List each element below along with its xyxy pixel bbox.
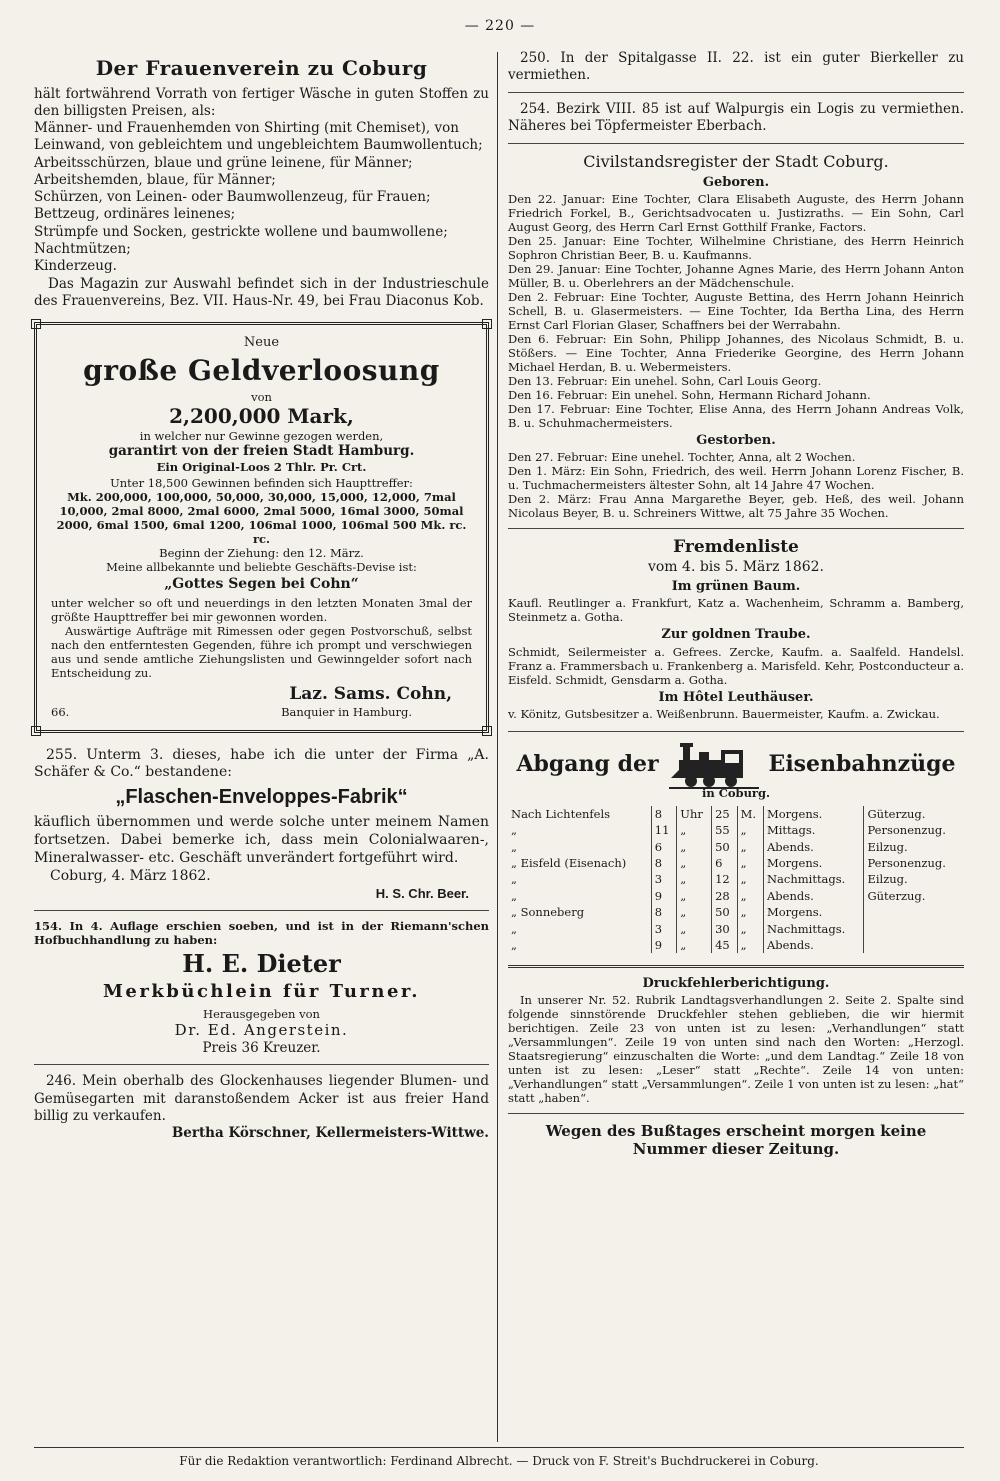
rail-cell: 6: [651, 839, 676, 855]
lottery-amount: 2,200,000 Mark,: [169, 404, 354, 429]
fremden-hotel-2: Zur goldnen Traube.: [661, 627, 811, 643]
lottery-line1: in welcher nur Gewinne gezogen werden,: [139, 429, 384, 444]
frauenverein-title: Der Frauenverein zu Coburg: [95, 56, 428, 80]
schaefer-firm-title: „Flaschen-Enveloppes-Fabrik“: [115, 786, 408, 809]
rail-table: [508, 806, 964, 953]
rail-row: [508, 888, 964, 904]
rail-cell: 8: [651, 806, 676, 822]
frauenverein-item: Arbeitsschürzen, blaue und grüne leinene, für Männer;: [34, 154, 413, 171]
rail-cell: Personenzug.: [867, 823, 946, 838]
lottery-signature: Laz. Sams. Cohn,: [289, 683, 452, 704]
schaefer-text1: 255. Unterm 3. dieses, habe ich die unter der Firma „A. Schäfer & Co.“ bestandene:: [34, 746, 489, 781]
rail-row: [508, 921, 964, 937]
divider: [508, 143, 964, 144]
bustag-notice: Wegen des Bußtages erscheint morgen keine Nummer dieser Zeitung.: [545, 1121, 927, 1159]
box-corner: [31, 726, 41, 736]
rail-cell: [864, 937, 964, 953]
dieter-intro: 154. In 4. Auflage erschien soeben, und ist in der Riemann'schen Hofbuchhandlung zu haben:: [34, 919, 489, 948]
rail-cell: Güterzug.: [867, 806, 926, 821]
lottery-neue: Neue: [243, 335, 280, 351]
frauenverein-item: Arbeitshemden, blaue, für Männer;: [34, 171, 276, 188]
rail-cell: „: [508, 839, 651, 855]
civil-born-entry: Den 16. Februar: Ein unehel. Sohn, Hermann Richard Johann.: [508, 387, 871, 402]
rail-cell: „: [677, 904, 712, 920]
rail-cell: „: [677, 839, 712, 855]
lottery-von: von: [251, 390, 272, 405]
rail-cell: 8: [651, 904, 676, 920]
rail-cell: 30: [712, 921, 737, 937]
rail-cell: 50: [712, 904, 737, 920]
column-divider: [497, 52, 498, 1442]
box-corner: [482, 319, 492, 329]
schaefer-signature: H. S. Chr. Beer.: [375, 885, 469, 901]
rail-cell: 25: [712, 806, 737, 822]
rail-cell: Morgens.: [763, 855, 863, 871]
rail-cell: 28: [712, 888, 737, 904]
civil-died-entry: Den 27. Februar: Eine unehel. Tochter, Anna, alt 2 Wochen.: [508, 450, 856, 465]
rail-cell: „: [737, 871, 763, 887]
rail-cell: Morgens.: [763, 806, 863, 822]
civil-born-entry: Den 2. Februar: Eine Tochter, Auguste Bettina, des Herrn Johann Heinrich Schell, B. u. Glasermeisters. — Eine Tochter, Ida Bertha Lina, des Herrn Ernst Carl Florian Glaser, Schaffners bei der Werrabahn.: [508, 289, 964, 332]
fremden-guests-2: Schmidt, Seilermeister a. Gefrees. Zercke, Kaufm. a. Saalfeld. Handelsl. Franz a. Frammersbach u. Frankenberg a. Marisfeld. Kehr, Postconducteur a. Eisfeld. Schmidt, Gensdarm a. Gotha.: [508, 644, 964, 687]
lottery-motto: „Gottes Segen bei Cohn“: [164, 576, 359, 593]
civil-died-head: Gestorben.: [696, 433, 776, 449]
box-corner: [31, 319, 41, 329]
rail-cell: „ Eisfeld (Eisenach): [508, 855, 651, 871]
rail-cell: Personenzug.: [867, 856, 946, 871]
frauenverein-intro: hält fortwährend Vorrath von fertiger Wäsche in guten Stoffen zu den billigsten Preisen, als:: [34, 85, 489, 119]
frauenverein-item: Strümpfe und Socken, gestrickte wollene und baumwollene;: [34, 223, 448, 240]
rail-cell: 3: [651, 921, 676, 937]
fremden-dates: vom 4. bis 5. März 1862.: [647, 558, 825, 575]
rail-cell: „ Sonneberg: [508, 904, 651, 920]
rail-cell: „: [508, 888, 651, 904]
dieter-price: Preis 36 Kreuzer.: [202, 1039, 321, 1056]
frauenverein-item: Männer- und Frauenhemden von Shirting (mit Chemiset), von Leinwand, von gebleichtem und ungebleichtem Baumwollentuch;: [34, 120, 483, 154]
divider: [508, 92, 964, 93]
rail-cell: „: [677, 855, 712, 871]
lottery-footer-row: [51, 705, 472, 719]
fremden-title: Fremdenliste: [673, 537, 799, 558]
rail-subtitle: in Coburg.: [701, 785, 771, 800]
rail-cell: [864, 904, 964, 920]
rail-cell: Nachmittags.: [763, 871, 863, 887]
rail-cell: M.: [737, 806, 763, 822]
rail-row: [508, 937, 964, 953]
ad-250: 250. In der Spitalgasse II. 22. ist ein guter Bierkeller zu vermiethen.: [508, 50, 964, 83]
rail-cell: „: [737, 888, 763, 904]
rail-cell: 8: [651, 855, 676, 871]
rail-cell: „: [737, 839, 763, 855]
rail-cell: 50: [712, 839, 737, 855]
divider: [508, 1113, 964, 1114]
rail-cell: „: [508, 937, 651, 953]
rail-cell: „: [737, 904, 763, 920]
rail-cell: 6: [712, 855, 737, 871]
rail-cell: Nach Lichtenfels: [508, 806, 651, 822]
frauenverein-item: Nachtmützen;: [34, 240, 131, 257]
left-column: [34, 50, 489, 1142]
civil-born-head: Geboren.: [702, 174, 770, 190]
divider: [508, 731, 964, 732]
rail-cell: 3: [651, 871, 676, 887]
right-column: [508, 50, 964, 1159]
civil-born-entry: Den 13. Februar: Ein unehel. Sohn, Carl Louis Georg.: [508, 373, 822, 388]
rail-title-left: Abgang der: [516, 751, 659, 778]
divider: [508, 965, 964, 968]
frauenverein-closing: Das Magazin zur Auswahl befindet sich in der Industrieschule des Frauenvereins, Bez. VII. Haus-Nr. 49, bei Frau Diaconus Kob.: [34, 275, 489, 309]
lottery-motto-text: unter welcher so oft und neuerdings in den letzten Monaten 3mal der größte Haupttreffer bei mir gewonnen worden.: [51, 595, 472, 624]
divider: [508, 528, 964, 529]
dieter-editor: Dr. Ed. Angerstein.: [174, 1020, 349, 1039]
lottery-ad: [34, 322, 489, 733]
fremdenliste: [508, 537, 964, 721]
rail-cell: Eilzug.: [867, 872, 908, 887]
schaefer-dateline: Coburg, 4. März 1862.: [50, 867, 211, 884]
rail-cell: „: [677, 937, 712, 953]
koerschner-signature: Bertha Körschner, Kellermeisters-Wittwe.: [171, 1125, 489, 1142]
rail-cell: Mittags.: [763, 822, 863, 838]
frauenverein-item: Kinderzeug.: [34, 258, 117, 275]
rail-cell: „: [508, 822, 651, 838]
rail-cell: „: [737, 822, 763, 838]
footer-imprint: Für die Redaktion verantwortlich: Ferdinand Albrecht. — Druck von F. Streit's Buchdruckerei in Coburg.: [34, 1447, 964, 1469]
lottery-prizes: Mk. 200,000, 100,000, 50,000, 30,000, 15,000, 12,000, 7mal 10,000, 2mal 8000, 2mal 6000, 2mal 5000, 16mal 3000, 50mal 2000, 6mal 1500, 6mal 1200, 106mal 1000, 106mal 500 Mk. rc. rc.: [56, 490, 467, 547]
lottery-orders: Auswärtige Aufträge mit Rimessen oder gegen Postvorschuß, selbst nach den entferntesten Gegenden, führe ich prompt und verschwiegen aus und sende amtliche Ziehungslisten und Gewinngelder sofort nach Entscheidung zu.: [51, 623, 472, 680]
rail-cell: Abends.: [763, 839, 863, 855]
koerschner-ad: [34, 1073, 489, 1142]
frauenverein-item: Schürzen, von Leinen- oder Baumwollenzeug, für Frauen;: [34, 189, 431, 206]
lottery-line3: Ein Original-Loos 2 Thlr. Pr. Crt.: [156, 460, 367, 475]
lottery-banker: Banquier in Hamburg.: [281, 705, 412, 720]
rail-cell: „: [737, 921, 763, 937]
fremden-guests-1: Kaufl. Reutlinger a. Frankfurt, Katz a. Wachenheim, Schramm a. Bamberg, Steinmetz a. Gotha.: [508, 596, 964, 625]
fremden-hotel-1: Im grünen Baum.: [671, 579, 801, 595]
rail-header: [508, 740, 964, 790]
civil-register: [508, 152, 964, 521]
errata: [508, 976, 964, 1104]
civil-born-entry: Den 6. Februar: Ein Sohn, Philipp Johannes, des Nicolaus Schmidt, B. u. Stößers. — Eine Tochter, Anna Friederike Georgine, des Herrn Johann Michael Herdan, B. u. Webermeisters.: [508, 331, 964, 374]
civil-born-entry: Den 29. Januar: Eine Tochter, Johanne Agnes Marie, des Herrn Johann Anton Müller, B. u. Oberlehrers an der Mädchenschule.: [508, 261, 964, 290]
lottery-motto-intro: Meine allbekannte und beliebte Geschäfts-Devise ist:: [106, 560, 417, 575]
rail-row: [508, 904, 964, 920]
dieter-title: Merkbüchlein für Turner.: [102, 981, 421, 1003]
rail-cell: 11: [651, 822, 676, 838]
dieter-ad: [34, 919, 489, 1056]
rail-row: [508, 855, 964, 871]
divider: [34, 910, 489, 911]
fremden-guests-3: v. Könitz, Gutsbesitzer a. Weißenbrunn. Bauermeister, Kaufm. a. Zwickau.: [508, 706, 940, 721]
civil-born-entry: Den 25. Januar: Eine Tochter, Wilhelmine Christiane, des Herrn Heinrich Sophron Christian Beer, B. u. Kaufmanns.: [508, 233, 964, 262]
errata-title: Druckfehlerberichtigung.: [642, 976, 830, 992]
rail-row: [508, 839, 964, 855]
rail-row: [508, 822, 964, 838]
rail-row: [508, 806, 964, 822]
rail-title-right: Eisenbahnzüge: [768, 751, 956, 778]
rail-cell: 45: [712, 937, 737, 953]
locomotive-icon: [669, 740, 759, 790]
schaefer-ad: [34, 747, 489, 903]
rail-cell: „: [508, 871, 651, 887]
lottery-title: große Geldverloosung: [83, 354, 440, 388]
rail-cell: „: [677, 822, 712, 838]
rail-cell: 55: [712, 822, 737, 838]
rail-cell: „: [677, 871, 712, 887]
rail-cell: Morgens.: [763, 904, 863, 920]
rail-row: [508, 871, 964, 887]
rail-cell: 9: [651, 888, 676, 904]
rail-cell: 9: [651, 937, 676, 953]
box-corner: [482, 726, 492, 736]
rail-cell: Eilzug.: [867, 839, 908, 854]
rail-cell: Abends.: [763, 937, 863, 953]
ad-254: 254. Bezirk VIII. 85 ist auf Walpurgis ein Logis zu vermiethen. Näheres bei Töpfermeister Eberbach.: [508, 100, 964, 134]
lottery-draw: Beginn der Ziehung: den 12. März.: [159, 546, 364, 561]
errata-text: In unserer Nr. 52. Rubrik Landtagsverhandlungen 2. Seite 2. Spalte sind folgende sinnstörende Druckfehler stehen geblieben, die wir hiermit berichtigen. Zeile 23 von unten ist zu lesen: „Verhandlungen“ statt „Versammlungen“. Zeile 19 von unten sind nach den Worten: „Herzogl. Staatsregierung“ einzuschalten die Worte: „und dem Landtag.“ Zeile 18 von unten ist zu lesen: „Leser“ statt „Rechte“. Zeile 14 von unten: „Verhandlungen“ statt „Versammlungen“. Zeile 1 von unten ist zu lesen: „hat“ statt „haben“.: [508, 992, 964, 1105]
koerschner-text: 246. Mein oberhalb des Glockenhauses liegender Blumen- und Gemüsegarten mit daranstoßendem Acker ist aus freier Hand billig zu verkaufen.: [34, 1073, 489, 1124]
rail-cell: „: [677, 888, 712, 904]
lottery-line4: Unter 18,500 Gewinnen befinden sich Haupttreffer:: [110, 476, 413, 491]
railway-schedule: [508, 740, 964, 953]
dieter-author: H. E. Dieter: [182, 949, 341, 979]
civil-born-entry: Den 17. Februar: Eine Tochter, Elise Anna, des Herrn Johann Andreas Volk, B. u. Schuhmachermeisters.: [508, 401, 964, 430]
rail-cell: „: [737, 937, 763, 953]
rail-cell: „: [737, 855, 763, 871]
fremden-hotel-3: Im Hôtel Leuthäuser.: [658, 689, 814, 705]
rail-cell: „: [508, 921, 651, 937]
civil-born-entry: Den 22. Januar: Eine Tochter, Clara Elisabeth Auguste, des Herrn Johann Friedrich Forkel, B., Gerichtsadvocaten u. Justizraths. — Ein Sohn, Carl August Georg, des Herrn Carl Ernst Gotthilf Franke, Factors.: [508, 191, 964, 234]
civil-died-entry: Den 1. März: Ein Sohn, Friedrich, des weil. Herrn Johann Lorenz Fischer, B. u. Tuchmachermeisters ältester Sohn, alt 14 Jahre 47 Wochen.: [508, 464, 964, 493]
rail-cell: Abends.: [763, 888, 863, 904]
rail-cell: Uhr: [677, 806, 712, 822]
rail-cell: [864, 921, 964, 937]
page-number: — 220 —: [464, 18, 536, 34]
dieter-edited: Herausgegeben von: [203, 1006, 320, 1021]
rail-cell: 12: [712, 871, 737, 887]
rail-cell: Nachmittags.: [763, 921, 863, 937]
rail-cell: Güterzug.: [867, 888, 926, 903]
rail-cell: „: [677, 921, 712, 937]
frauenverein-item: Bettzeug, ordinäres leinenes;: [34, 206, 236, 223]
lottery-number: 66.: [51, 705, 70, 720]
frauenverein-ad: [34, 56, 489, 310]
lottery-line2: garantirt von der freien Stadt Hamburg.: [108, 443, 415, 460]
divider: [34, 1064, 489, 1065]
civil-title: Civilstandsregister der Stadt Coburg.: [583, 151, 889, 171]
civil-died-entry: Den 2. März: Frau Anna Margarethe Beyer, geb. Heß, des weil. Johann Nicolaus Beyer, B. u. Schreiners Wittwe, alt 75 Jahre 35 Wochen.: [508, 492, 964, 521]
schaefer-text2: käuflich übernommen und werde solche unter meinem Namen fortsetzen. Dabei bemerke ich, dass mein Colonialwaaren-, Mineralwasser- etc. Geschäft unverändert fortgeführt wird.: [34, 813, 489, 866]
